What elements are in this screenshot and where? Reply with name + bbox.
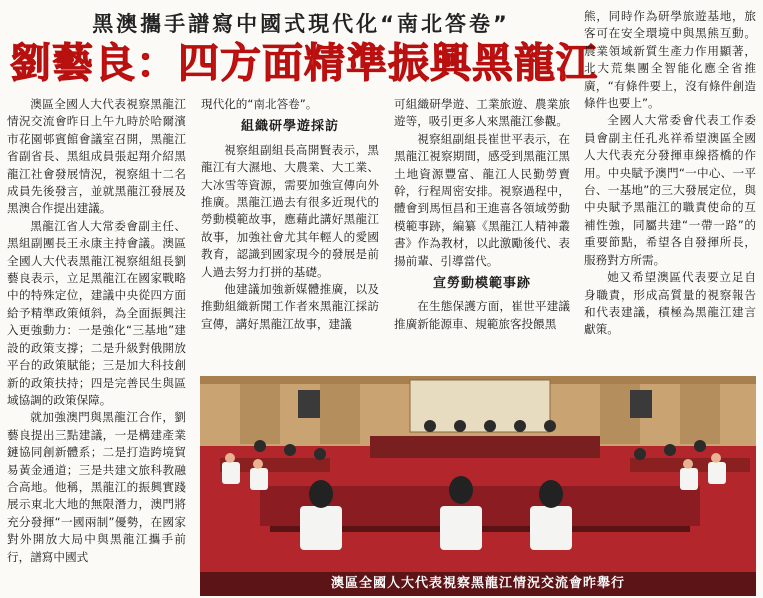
paragraph-continued: 現代化的“南北答卷”。 (201, 97, 318, 111)
paragraph: 黑龍江省人大常委會副主任、黑組副團長王永康主持會議。澳區全國人大代表黑龍江視察組組長劉藝良表示，立足黑龍江在國家戰略中的特殊定位，建議中央從四方面給予精準政策傾斜，為全面振興注入更強動力：一是強化“三基地”建設的政策支撐；二是升級對俄開放平台的政策賦能；三是加大科技創新的政策扶持；四是完善民生與區域協調的政策保障。 (7, 218, 186, 407)
paragraph: 他建議加強新媒體推廣，以及推動組織新聞工作者來黑龍江採訪宣傳，講好黑龍江故事，建議 (201, 282, 379, 331)
subheading: 組織研學遊採訪 (240, 119, 339, 135)
paragraph: 她又希望澳區代表要立足自身職責，形成高質量的視察報告和代表建議，積極為黑龍江建言獻策。 (584, 270, 756, 337)
meeting-photo (200, 376, 756, 596)
kicker-title: 黑澳攜手譜寫中國式現代化“南北答卷” (92, 12, 510, 36)
article-column-1 (7, 96, 186, 566)
paragraph-continued: 可組織研學遊、工業旅遊、農業旅遊等，吸引更多人來黑龍江參觀。 (394, 97, 570, 129)
paragraph: 視察組副組長高開賢表示，黑龍江有大濕地、大農業、大工業、大冰雪等資源，需要加強宣傳向外推廣。黑龍江過去有很多近現代的勞動模範故事，應藉此講好黑龍江故事，加強社會尤其年輕人的愛國教育，認識到國家現今的發展是前人過去努力打拼的基礎。 (201, 142, 379, 279)
paragraph: 視察組副組長崔世平表示，在黑龍江視察期間，感受到黑龍江黑土地資源豐富、龍江人民勤勞賣幹，行程周密安排。視察過程中，體會到馬恒昌和王進喜各領域勞動模範事跡，編纂《黑龍江人精神叢書》作為教材，以此激勵後代、表揚前輩、引導當代。 (394, 131, 570, 268)
article-column-4 (584, 8, 756, 339)
article-column-3 (394, 96, 570, 333)
headline: 劉藝良：四方面精準振興黑龍江 (10, 39, 598, 87)
paragraph: 全國人大常委會代表工作委員會副主任孔兆祥希望澳區全國人大代表充分發揮車線搭橋的作用。中央賦予澳門“一中心、一平台、一基地”的三大發展定位，與中央賦予黑龍江的職責使命的互補性強，同屬共建“一帶一路”的重要節點，希望各自發揮所長，服務對方所需。 (584, 113, 756, 267)
paragraph: 澳區全國人大代表視察黑龍江情況交流會昨日上午九時於哈爾濱市花園邨賓館會議室召開，黑龍江省副省長、黑組成員張起翔介紹黑龍江社會發展情況，視察組十二名成員先後發言，並就黑龍江發展及黑澳合作提出建議。 (7, 97, 186, 216)
paragraph: 就加強澳門與黑龍江合作，劉藝良提出三點建議，一是構建產業鏈協同創新體系；二是打造跨境貿易黃金通道；三是共建文旅科教融合高地。他稱，黑龍江的振興實踐展示東北大地的無限潛力，澳門將充分發揮“一國兩制”優勢，在國家對外開放大局中與黑龍江攜手前行，譜寫中國式 (7, 410, 186, 564)
subheading: 宣勞動模範事跡 (432, 276, 531, 292)
paragraph: 在生態保護方面，崔世平建議推廣新能源車、規範旅客投餵黑 (394, 299, 570, 331)
meeting-room-illustration (200, 376, 756, 596)
photo-caption: 澳區全國人大代表視察黑龍江情況交流會昨舉行 (200, 572, 756, 596)
paragraph-continued: 熊，同時作為研學旅遊基地，旅客可在安全環境中與黑熊互動。農業領域新質生產力作用顯著，北大荒集團全智能化應全省推廣，“有條件要上，沒有條件創造條件也要上”。 (584, 9, 756, 111)
article-column-2 (201, 96, 379, 333)
